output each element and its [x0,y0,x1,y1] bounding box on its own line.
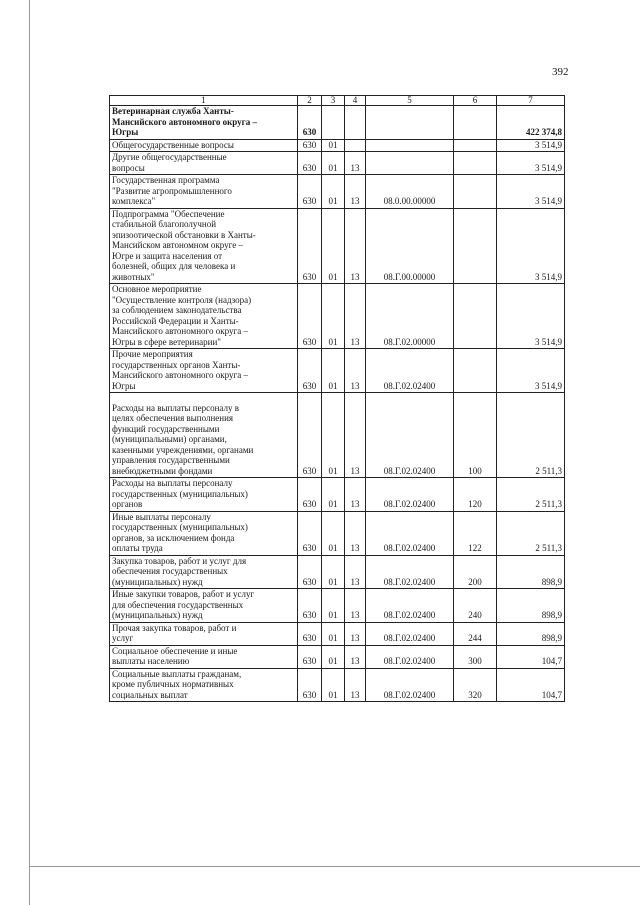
table-row [110,175,565,209]
table-row [110,555,565,589]
cell-target-article: 08.Г.02.02400 [366,511,454,555]
cell-subsection: 13 [345,622,366,645]
cell-expense-type: 300 [454,645,497,668]
cell-target-article: 08.Г.00.00000 [366,208,454,284]
cell-description: Государственная программа "Развитие агропромышленного комплекса" [110,175,298,209]
cell-amount: 104,7 [497,645,565,668]
cell-amount: 3 514,9 [497,139,565,152]
cell-target-article: 08.Г.02.02400 [366,589,454,623]
cell-expense-type: 320 [454,668,497,702]
cell-target-article: 08.Г.02.00000 [366,284,454,349]
cell-amount: 3 514,9 [497,152,565,175]
cell-subsection: 13 [345,152,366,175]
table-row [110,478,565,512]
cell-expense-type [454,284,497,349]
cell-expense-type [454,139,497,152]
cell-ministry-code: 630 [298,208,322,284]
cell-amount: 2 511,3 [497,393,565,478]
cell-description: Социальное обеспечение и иные выплаты населению [110,645,298,668]
table-row [110,393,565,478]
cell-section: 01 [322,668,345,702]
cell-target-article: 08.Г.02.02400 [366,555,454,589]
budget-table [109,95,565,702]
cell-section: 01 [322,349,345,393]
cell-ministry-code: 630 [298,152,322,175]
cell-expense-type: 240 [454,589,497,623]
cell-ministry-code: 630 [298,511,322,555]
cell-description: Основное мероприятие "Осуществление контроля (надзора) за соблюдением законодательства Российской Федерации и Ханты- Мансийского автономного округа – Югры в сфере ветеринарии" [110,284,298,349]
cell-target-article: 08.Г.02.02400 [366,645,454,668]
cell-ministry-code: 630 [298,555,322,589]
table-row [110,106,565,140]
header-cell-2: 2 [298,96,322,106]
cell-amount: 3 514,9 [497,284,565,349]
table-row [110,589,565,623]
cell-expense-type: 244 [454,622,497,645]
cell-subsection: 13 [345,349,366,393]
header-cell-7: 7 [497,96,565,106]
table-row [110,668,565,702]
cell-expense-type [454,106,497,140]
cell-section: 01 [322,175,345,209]
cell-target-article: 08.Г.02.02400 [366,349,454,393]
cell-description: Социальные выплаты гражданам, кроме публичных нормативных социальных выплат [110,668,298,702]
header-cell-1: 1 [110,96,298,106]
page-number: 392 [552,66,569,78]
cell-subsection: 13 [345,589,366,623]
cell-description: Иные выплаты персоналу государственных (муниципальных) органов, за исключением фонда оплаты труда [110,511,298,555]
cell-amount: 898,9 [497,622,565,645]
table-row [110,349,565,393]
cell-target-article: 08.Г.02.02400 [366,478,454,512]
cell-subsection: 13 [345,175,366,209]
cell-description: Закупка товаров, работ и услуг для обеспечения государственных (муниципальных) нужд [110,555,298,589]
cell-ministry-code: 630 [298,139,322,152]
header-cell-5: 5 [366,96,454,106]
cell-description: Расходы на выплаты персоналу в целях обеспечения выполнения функций государственными (муниципальными) органами, казенными учреждениями, органами управления государственными внебюджетными фондами [110,393,298,478]
cell-ministry-code: 630 [298,106,322,140]
table-row [110,622,565,645]
cell-section: 01 [322,645,345,668]
cell-section: 01 [322,622,345,645]
cell-expense-type [454,152,497,175]
table-row [110,284,565,349]
table-header-row [110,96,565,106]
cell-ministry-code: 630 [298,668,322,702]
cell-ministry-code: 630 [298,645,322,668]
cell-description: Иные закупки товаров, работ и услуг для обеспечения государственных (муниципальных) нужд [110,589,298,623]
cell-target-article: 08.Г.02.02400 [366,622,454,645]
cell-amount: 3 514,9 [497,208,565,284]
cell-target-article [366,152,454,175]
table-row [110,139,565,152]
cell-section: 01 [322,511,345,555]
cell-subsection: 13 [345,284,366,349]
scan-edge-bottom [30,866,640,867]
cell-subsection: 13 [345,208,366,284]
header-cell-4: 4 [345,96,366,106]
cell-amount: 3 514,9 [497,175,565,209]
cell-section: 01 [322,478,345,512]
table-row [110,645,565,668]
cell-amount: 3 514,9 [497,349,565,393]
cell-ministry-code: 630 [298,589,322,623]
cell-section: 01 [322,139,345,152]
cell-ministry-code: 630 [298,175,322,209]
cell-target-article: 08.Г.02.02400 [366,668,454,702]
cell-subsection: 13 [345,511,366,555]
table-row [110,208,565,284]
cell-expense-type: 200 [454,555,497,589]
cell-section: 01 [322,208,345,284]
cell-ministry-code: 630 [298,478,322,512]
cell-ministry-code: 630 [298,622,322,645]
cell-subsection: 13 [345,555,366,589]
table-row [110,152,565,175]
cell-ministry-code: 630 [298,393,322,478]
header-cell-3: 3 [322,96,345,106]
cell-subsection: 13 [345,668,366,702]
cell-description: Расходы на выплаты персоналу государственных (муниципальных) органов [110,478,298,512]
cell-description: Прочая закупка товаров, работ и услуг [110,622,298,645]
cell-expense-type: 122 [454,511,497,555]
cell-target-article: 08.0.00.00000 [366,175,454,209]
cell-expense-type: 120 [454,478,497,512]
cell-expense-type [454,208,497,284]
cell-amount: 2 511,3 [497,511,565,555]
cell-expense-type [454,175,497,209]
cell-target-article [366,139,454,152]
cell-subsection: 13 [345,393,366,478]
cell-amount: 104,7 [497,668,565,702]
cell-description: Подпрограмма "Обеспечение стабильной благополучной эпизоотической обстановки в Ханты- Мансийском автономном округе – Югре и защита населения от болезней, общих для человека и животных" [110,208,298,284]
cell-amount: 898,9 [497,555,565,589]
cell-subsection: 13 [345,645,366,668]
cell-expense-type [454,349,497,393]
table-row [110,511,565,555]
cell-subsection: 13 [345,478,366,512]
header-cell-6: 6 [454,96,497,106]
cell-section: 01 [322,555,345,589]
cell-ministry-code: 630 [298,284,322,349]
cell-target-article [366,106,454,140]
cell-description: Другие общегосударственные вопросы [110,152,298,175]
cell-ministry-code: 630 [298,349,322,393]
table-body [110,96,565,702]
cell-target-article: 08.Г.02.02400 [366,393,454,478]
cell-subsection [345,139,366,152]
cell-subsection [345,106,366,140]
cell-section: 01 [322,393,345,478]
cell-description: Общегосударственные вопросы [110,139,298,152]
scan-edge-left [29,0,30,905]
cell-section [322,106,345,140]
cell-section: 01 [322,589,345,623]
cell-expense-type: 100 [454,393,497,478]
cell-description: Ветеринарная служба Ханты- Мансийского автономного округа – Югры [110,106,298,140]
cell-amount: 2 511,3 [497,478,565,512]
cell-amount: 898,9 [497,589,565,623]
cell-amount: 422 374,8 [497,106,565,140]
cell-description: Прочие мероприятия государственных органов Ханты- Мансийского автономного округа – Югры [110,349,298,393]
cell-section: 01 [322,152,345,175]
cell-section: 01 [322,284,345,349]
